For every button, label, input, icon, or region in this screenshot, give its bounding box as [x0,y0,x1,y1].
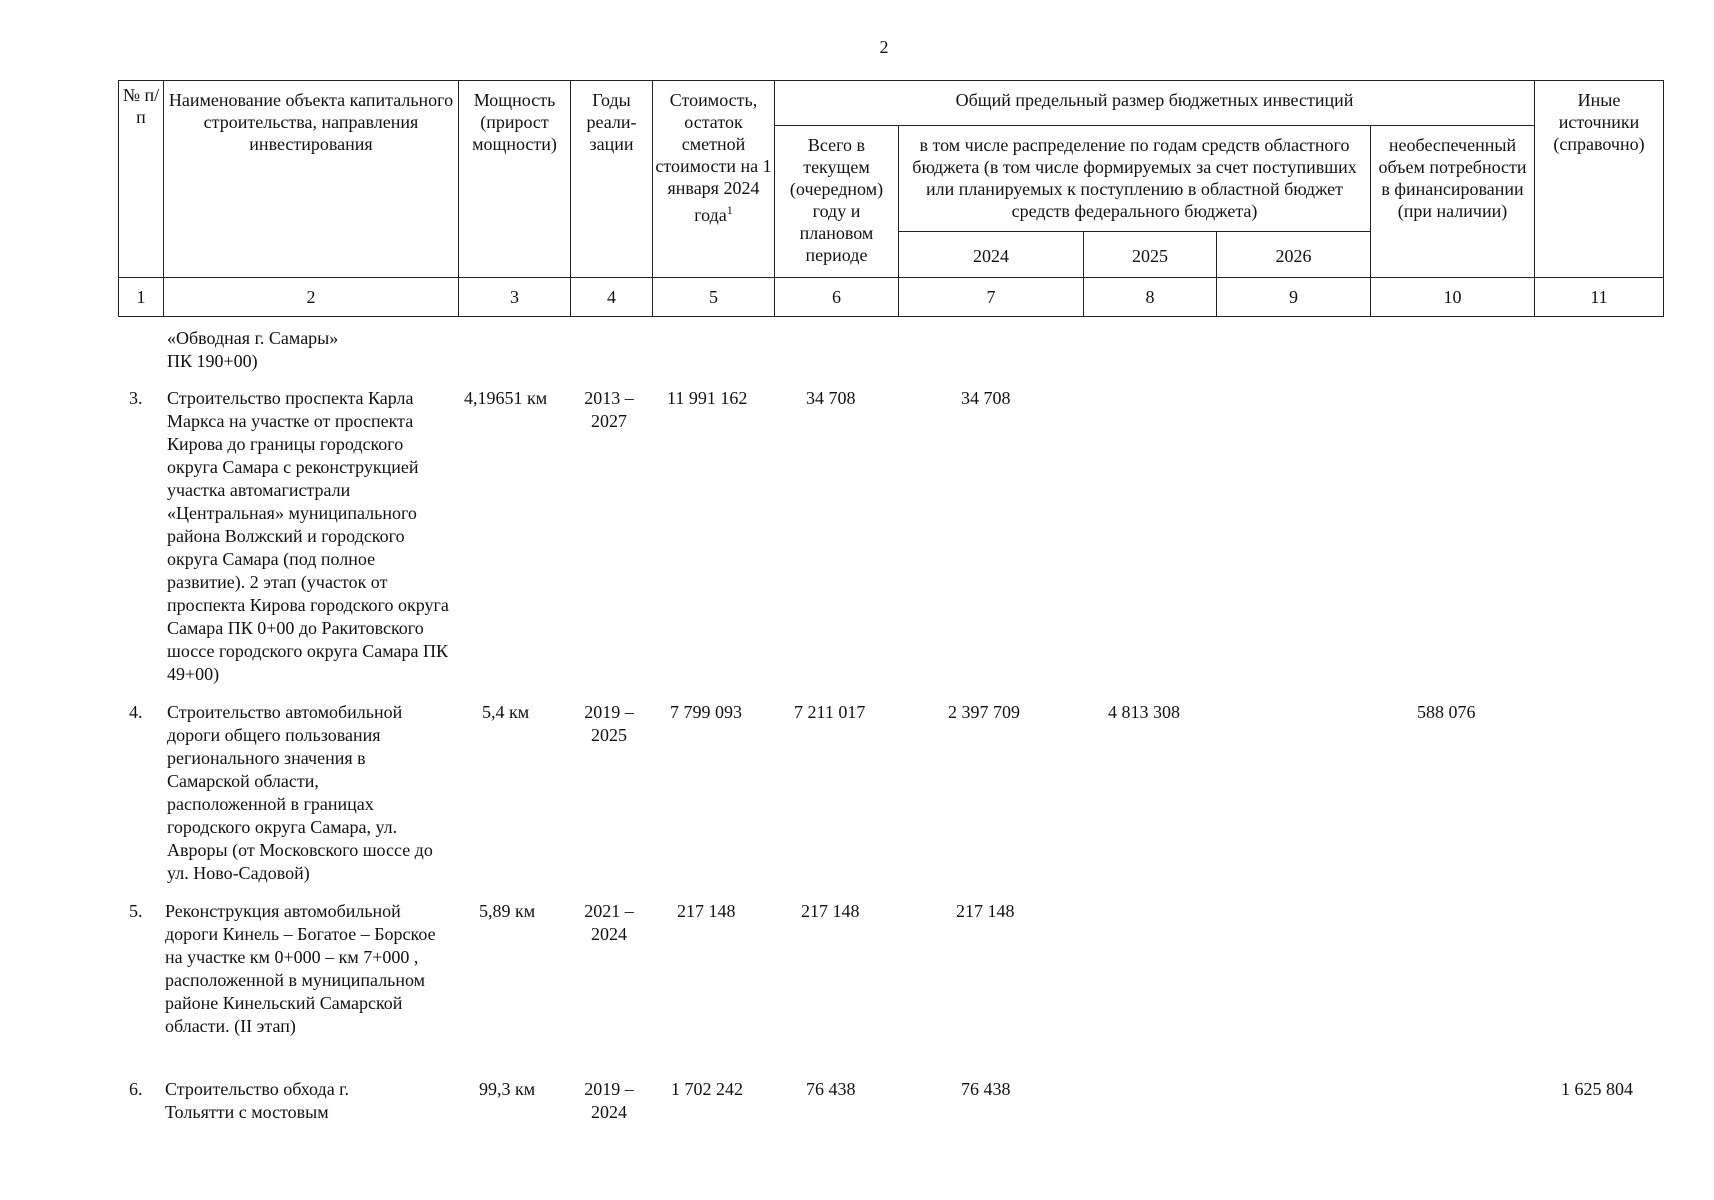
header-col-cost [653,81,775,278]
column-number: 6 [775,278,899,317]
year-2024-amount: 76 438 [961,1079,1011,1099]
header-col-years: Годы реали-зации [571,81,653,278]
total: 217 148 [801,901,860,921]
column-number: 2 [164,278,459,317]
object-name: Строительство обхода г. Тольятти с мостовым [165,1079,350,1122]
header-col-other: Иные источники (справочно) [1535,81,1664,278]
row-number: 4. [129,702,143,722]
continuation-line: «Обводная г. Самары» [167,328,339,348]
page-number: 2 [879,37,889,57]
header-numbers-row [119,278,1664,317]
header-col-number: № п/п [119,81,164,278]
total: 34 708 [806,388,856,408]
years: 2021 – 2024 [584,901,634,944]
column-number: 4 [571,278,653,317]
footnote-mark: 1 [726,203,733,217]
column-number: 3 [459,278,571,317]
header-year-2026: 2026 [1217,232,1371,278]
column-number: 8 [1084,278,1217,317]
object-name: Реконструкция автомобильной дороги Кинель – Богатое – Борское на участке км 0+000 – км 7+000 , расположенной в муниципальном районе Кинельский Самарской области. (II этап) [165,901,436,1036]
cost: 7 799 093 [670,702,742,722]
row-number: 6. [129,1079,143,1099]
column-number: 5 [653,278,775,317]
header-year-2024: 2024 [899,232,1084,278]
header-group-budget: Общий предельный размер бюджетных инвестиций [775,81,1535,126]
table-header [118,80,1664,317]
header-col-unsecured: необеспеченный объем потребности в финансировании (при наличии) [1371,126,1535,278]
header-col-total: Всего в текущем (очередном) году и плановом периоде [775,126,899,278]
object-name: Строительство проспекта Карла Маркса на участке от проспекта Кирова до границы городского округа Самара с реконструкцией участка автомагистрали «Центральная» муниципального района Волжский и городского округа Самара (под полное развитие). 2 этап (участок от проспекта Кирова городского округа Самара ПК 0+00 до Ракитовского шоссе городского округа Самара ПК 49+00) [167,388,449,684]
row-number: 3. [129,388,143,408]
header-col-capacity: Мощность (прирост мощности) [459,81,571,278]
header-col-cost-text: Стоимость, остаток сметной стоимости на 1 января 2024 года [655,90,772,225]
column-number: 9 [1217,278,1371,317]
column-number: 11 [1535,278,1664,317]
years: 2019 – 2025 [584,702,634,745]
year-2024-amount: 34 708 [961,388,1011,408]
header-year-2025: 2025 [1084,232,1217,278]
cost: 11 991 162 [667,388,748,408]
header-col-name: Наименование объекта капитального строительства, направления инвестирования [164,81,459,278]
year-2024-amount: 2 397 709 [948,702,1020,722]
other-sources-amount: 1 625 804 [1561,1079,1633,1099]
total: 76 438 [806,1079,856,1099]
column-number: 1 [119,278,164,317]
capacity: 5,4 км [482,702,530,722]
cost: 217 148 [677,901,736,921]
row-number: 5. [129,901,143,921]
capacity: 4,19651 км [464,388,548,408]
cost: 1 702 242 [671,1079,743,1099]
capacity: 5,89 км [479,901,536,921]
capacity: 99,3 км [479,1079,536,1099]
object-name: Строительство автомобильной дороги общего пользования регионального значения в Самарской области, расположенной в границах городского округа Самара, ул. Авроры (от Московского шоссе до ул. Ново-Садовой) [167,702,433,883]
column-number: 10 [1371,278,1535,317]
years: 2019 – 2024 [584,1079,634,1122]
continuation-line: ПК 190+00) [167,351,258,371]
years: 2013 – 2027 [584,388,634,431]
year-2024-amount: 217 148 [956,901,1015,921]
year-2025-amount: 4 813 308 [1108,702,1180,722]
total: 7 211 017 [794,702,866,722]
continuation-text [167,327,338,373]
unsecured-amount: 588 076 [1417,702,1476,722]
column-number: 7 [899,278,1084,317]
header-subgroup-years: в том числе распределение по годам средств областного бюджета (в том числе формируемых за счет поступивших или планируемых к поступлению в областной бюджет средств федерального бюджета) [899,126,1371,232]
